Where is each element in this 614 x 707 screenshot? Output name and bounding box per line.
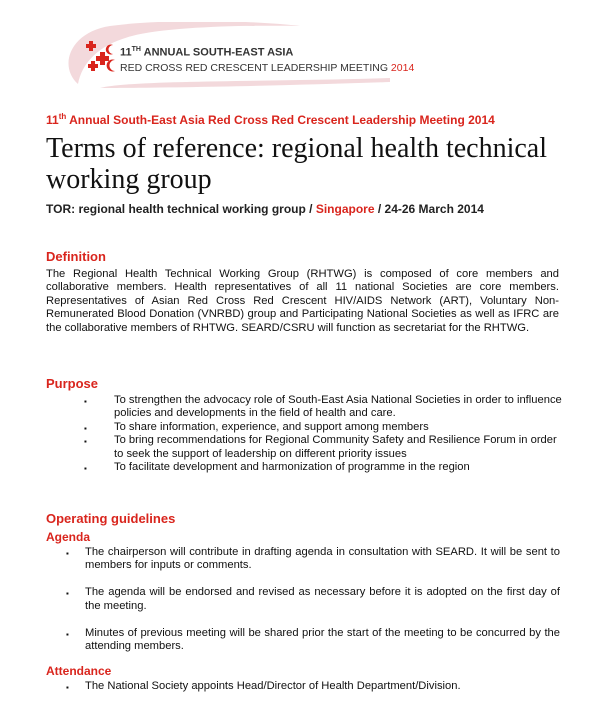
agenda-item: ▪ The chairperson will contribute in drafting agenda in consultation with SEARD. It will be sent to members for inputs or comments. — [66, 546, 560, 572]
meeting-banner — [60, 22, 415, 90]
agenda-item: ▪ The agenda will be endorsed and revised as necessary before it is adopted on the first day of the meeting. — [66, 586, 560, 612]
operating-guidelines-heading: Operating guidelines — [46, 511, 176, 526]
bullet-icon: ▪ — [84, 464, 87, 474]
bullet-icon: ▪ — [84, 437, 87, 447]
banner-year: 2014 — [390, 62, 415, 74]
definition-text: The Regional Health Technical Working Group (RHTWG) is composed of core members and collaborative members. Health representatives of all 11 national Societies are core members. Representatives of Asian Red Cross Red Crescent HIV/AIDS Network (ART), Voluntary Non-Remunerated Blood Donation (VNRBD) group and Participating National Societies as well as IFRC are the collaborative members of RHTWG. SEARD/CSRU will function as secretariat for the RHTWG. — [46, 268, 559, 334]
purpose-heading: Purpose — [46, 376, 99, 391]
bullet-icon: ▪ — [66, 589, 69, 599]
banner-line-2: RED CROSS RED CRESCENT LEADERSHIP MEETING 2014 — [120, 62, 415, 74]
bullet-icon: ▪ — [66, 549, 69, 558]
agenda-list — [66, 546, 560, 667]
bullet-icon: ▪ — [84, 397, 87, 406]
purpose-list — [84, 394, 564, 474]
purpose-item: ▪ To strengthen the advocacy role of South-East Asia National Societies in order to influence policies and developments in the field of health and care. — [84, 394, 562, 420]
bullet-icon: ▪ — [84, 423, 87, 433]
definition-heading: Definition — [46, 249, 106, 264]
agenda-heading: Agenda — [46, 530, 91, 544]
purpose-item: ▪ To bring recommendations for Regional Community Safety and Resilience Forum in order to seek the support of leadership on different priority issues — [84, 434, 557, 460]
banner-line-1: 11TH ANNUAL SOUTH-EAST ASIA — [120, 46, 294, 59]
agenda-item: ▪ Minutes of previous meeting will be shared prior the start of the meeting to be concurred by the attending members. — [66, 626, 560, 653]
purpose-item: ▪ To facilitate development and harmonization of programme in the region — [84, 461, 564, 474]
subtitle-location: Singapore — [315, 202, 375, 216]
attendance-list — [66, 680, 560, 693]
attendance-item: ▪ The National Society appoints Head/Director of Health Department/Division. — [66, 680, 560, 693]
page-title: Terms of reference: regional health technical working group — [46, 133, 547, 195]
bullet-icon: ▪ — [66, 683, 69, 692]
conference-name: 11th Annual South-East Asia Red Cross Red Crescent Leadership Meeting 2014 — [46, 112, 495, 127]
document-subtitle: TOR: regional health technical working group / Singapore / 24-26 March 2014 — [46, 202, 484, 216]
attendance-heading: Attendance — [46, 664, 112, 678]
red-cross-red-crescent-logo — [86, 40, 120, 74]
purpose-item: ▪ To share information, experience, and support among members — [84, 421, 564, 434]
bullet-icon: ▪ — [66, 629, 69, 639]
